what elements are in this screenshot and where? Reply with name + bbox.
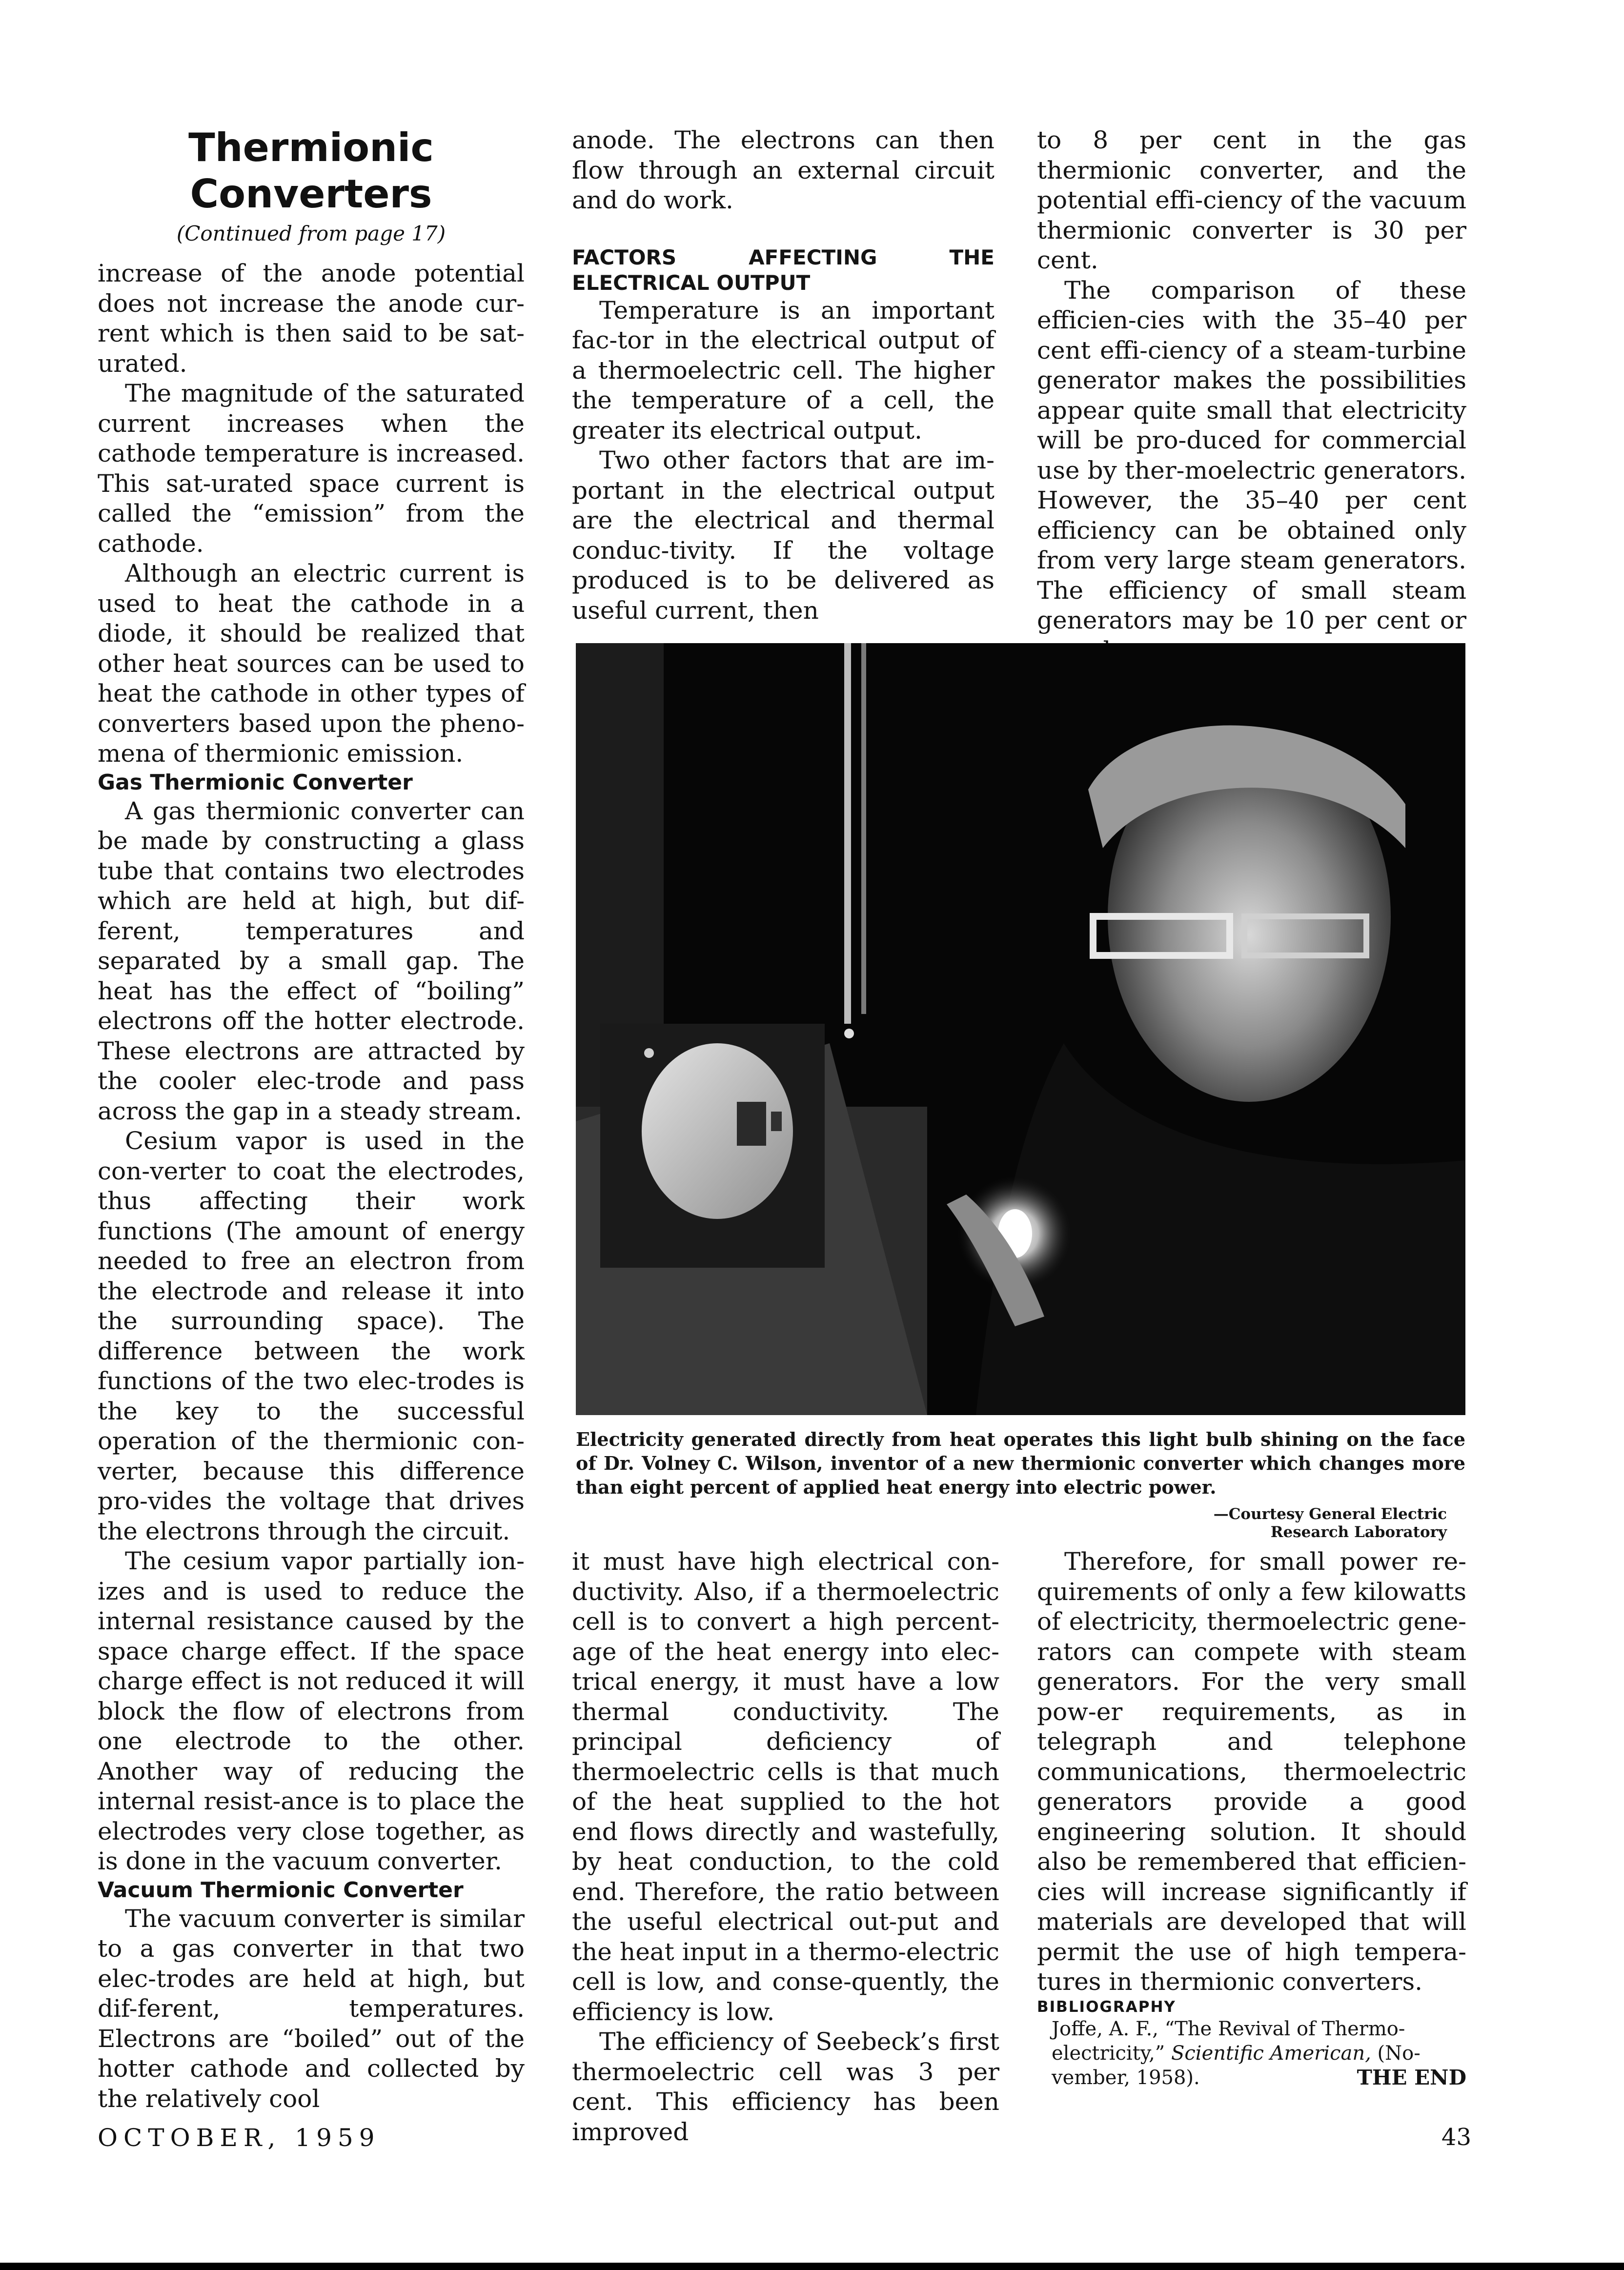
paragraph: Cesium vapor is used in the con-verter to coat the electrodes, thus affecting their work functions (The amount of energy needed to free an electron from the electrode and release it into the surrounding space). The difference between the work functions of the two elec-trodes is the key to the successful operation of the thermionic con-verter, because this difference pro-vides the voltage that drives the electrons through the circuit. (98, 1127, 525, 1545)
credit-line-1: —Courtesy General Electric (1213, 1505, 1447, 1523)
page-number: 43 (1441, 2124, 1471, 2151)
bibliography-journal: Scientific American, (1171, 2042, 1371, 2065)
bottom-rule (0, 2263, 1624, 2270)
column-2-bottom (572, 1547, 999, 2147)
paragraph: anode. The electrons can then flow through an external circuit and do work. (572, 126, 995, 214)
column-2-top (572, 125, 995, 626)
photograph-dr-wilson (576, 643, 1465, 1415)
column-3-top (1037, 125, 1466, 666)
paragraph: The magnitude of the saturated current increases when the cathode temperature is increased. This sat-urated space current is called the “emission” from the cathode. (98, 379, 525, 558)
paragraph: The vacuum converter is similar to a gas converter in that two elec-trodes are held at high, but dif-ferent, temperatures. Electrons are “boiled” out of the hotter cathode and collected by the relatively cool (98, 1904, 525, 2113)
bibliography-heading: BIBLIOGRAPHY (1037, 1998, 1176, 2016)
photo-caption: Electricity generated directly from heat operates this light bulb shining on the face of Dr. Volney C. Wilson, inventor of a new thermionic converter which changes more than eight percent of applied heat energy into electric power. (576, 1428, 1465, 1498)
column-1 (98, 259, 525, 2114)
subheading-factors: FACTORS AFFECTING THE ELECTRICAL OUTPUT (572, 245, 995, 295)
paragraph: Temperature is an important fac-tor in the electrical output of a thermoelectric cell. The higher the temperature of a cell, the greater its electrical output. (572, 296, 995, 445)
bibliography-citation: Joffe, A. F., “The Revival of Thermo-electricity,” (1052, 2017, 1405, 2065)
paragraph: The comparison of these efficien-cies with the 35–40 per cent effi-ciency of a steam-turbine generator makes the possibilities appear quite small that electricity will be pro-duced for commercial use by ther-moelectric generators. However, the 35–40 per cent efficiency can be obtained only from very large steam generators. The efficiency of small steam generators may be 10 per cent or (1037, 276, 1466, 634)
article-title-line2: Converters (190, 171, 432, 217)
issue-date: OCTOBER, 1959 (98, 2124, 381, 2152)
article-title-line1: Thermionic (188, 125, 434, 170)
paragraph: it must have high electrical con-ductivity. Also, if a thermoelectric cell is to convert a high percent-age of the heat energy into elec-trical energy, it must have a low thermal conductivity. The principal deficiency of thermoelectric cells is that much of the heat supplied to the hot end flows directly and wastefully, by heat conduction, to the cold end. Therefore, the ratio between the useful electrical out-put and the heat input in a thermo-electric cell is low, and conse-quently, the efficiency is low. (572, 1547, 999, 2026)
paragraph: The cesium vapor partially ion-izes and is used to reduce the internal resistance caused by the space charge effect. If the space charge effect is not reduced it will block the flow of electrons from one electrode to the other. Another way of reducing the internal resist-ance is to place the electrodes very close together, as is done in the vacuum converter. (98, 1547, 525, 1875)
paragraph: Two other factors that are im-portant in the electrical output are the electrical and thermal conduc-tivity. If the voltage produced is to be delivered as useful current, then (572, 446, 995, 625)
photo-illustration (576, 643, 1465, 1415)
subheading-gas-converter: Gas Thermionic Converter (98, 770, 413, 795)
continued-note: (Continued from page 17) (176, 222, 446, 245)
paragraph: A gas thermionic converter can be made by constructing a glass tube that contains two electrodes which are held at high, but dif-ferent, temperatures and separated by a small gap. The heat has the effect of “boiling” electrons off the hotter electrode. These electrons are attracted by the cooler elec-trode and pass across the gap in a steady stream. (98, 796, 525, 1125)
article-header (98, 124, 525, 247)
subheading-vacuum-converter: Vacuum Thermionic Converter (98, 1877, 464, 1903)
bibliography-entry (1037, 2017, 1466, 2090)
photo-credit (1147, 1505, 1447, 1541)
paragraph: Although an electric current is used to heat the cathode in a diode, it should be realized that other heat sources can be used to heat the cathode in other types of converters based upon the pheno-mena of thermionic emission. (98, 559, 525, 768)
credit-line-2: Research Laboratory (1270, 1523, 1447, 1541)
paragraph: The efficiency of Seebeck’s first thermoelectric cell was 3 per cent. This efficiency has been improved (572, 2027, 999, 2146)
paragraph: Therefore, for small power re-quirements of only a few kilowatts of electricity, thermoelectric gene-rators can compete with steam generators. For the very small pow-er requirements, as in telegraph and telephone communications, thermoelectric generators provide a good engineering solution. It should also be remembered that efficien-cies will increase significantly if materials are developed that will permit the use of high tempera-tures in thermionic converters. (1037, 1547, 1466, 1996)
the-end-mark: THE END (1357, 2065, 1466, 2089)
paragraph: to 8 per cent in the gas thermionic converter, and the potential effi-ciency of the vacuum thermionic converter is 30 per cent. (1037, 126, 1466, 274)
bibliography-date: (No-vember, 1958). (1052, 2042, 1421, 2089)
paragraph: increase of the anode potential does not increase the anode cur-rent which is then said to be sat-urated. (98, 259, 525, 378)
column-3-bottom (1037, 1547, 1466, 2090)
